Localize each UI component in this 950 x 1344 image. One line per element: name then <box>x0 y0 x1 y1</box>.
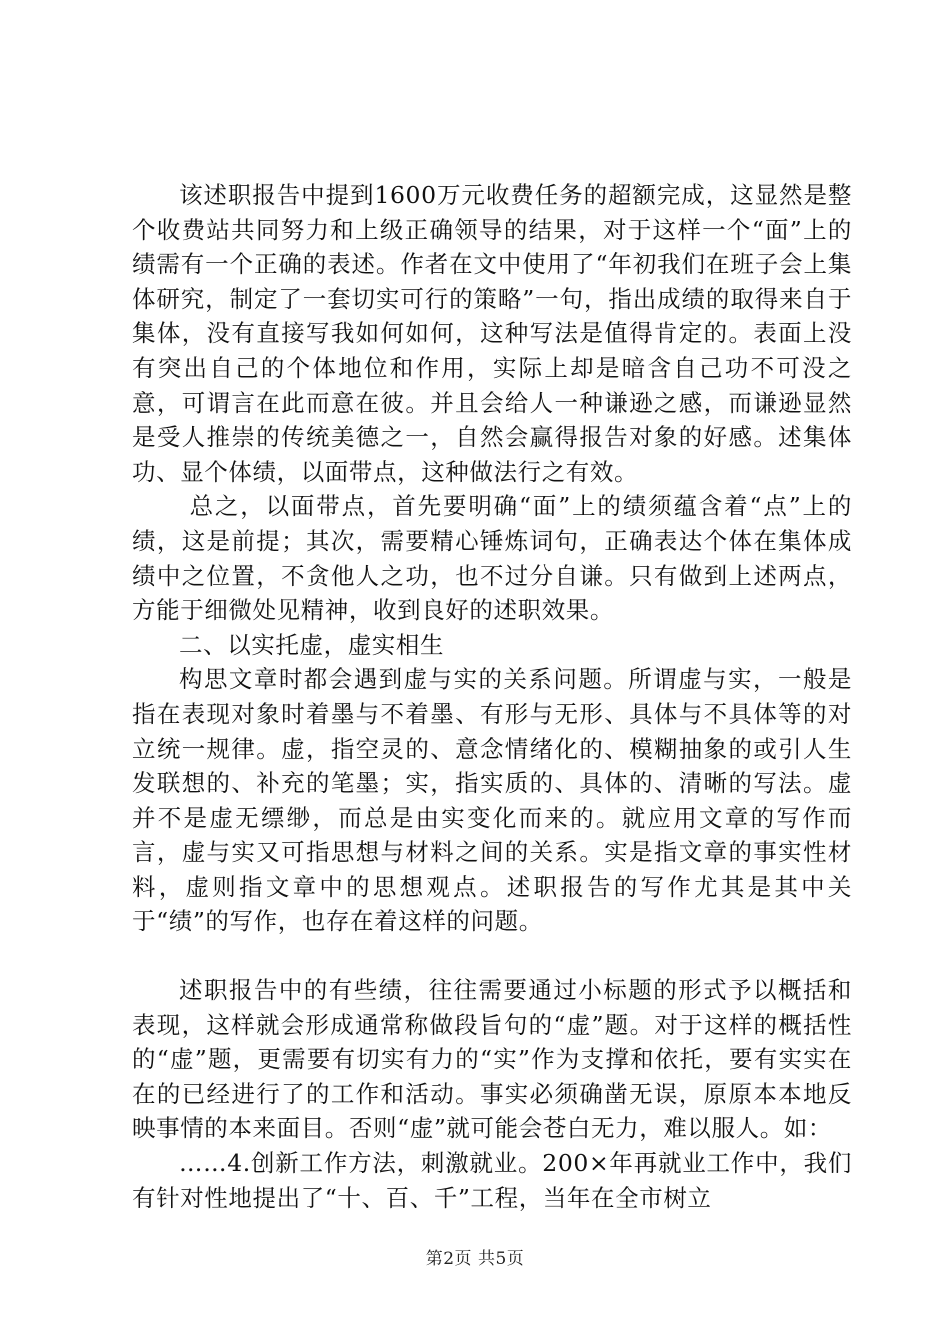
paragraph-virtual-real: 构思文章时都会遇到虚与实的关系问题。所谓虚与实，一般是指在表现对象时着墨与不着墨、有形与无形、具体与不具体等的对立统一规律。虚，指空灵的、意念情绪化的、模糊抽象的或引人生发联想的、补充的笔墨；实，指实质的、具体的、清晰的写法。虚并不是虚无缥缈，而总是由实变化而来的。就应用文章的写作而言，虚与实又可指思想与材料之间的关系。实是指文章的事实性材料，虚则指文章中的思想观点。述职报告的写作尤其是其中关于“绩”的写作，也存在着这样的问题。 <box>132 665 852 936</box>
section-heading: 二、以实托虚，虚实相生 <box>179 630 445 659</box>
document-body <box>132 178 852 1215</box>
paragraph-summary: 总之，以面带点，首先要明确“面”上的绩须蕴含着“点”上的绩，这是前提；其次，需要精心锤炼词句，正确表达个体在集体成绩中之位置，不贪他人之功，也不过分自谦。只有做到上述两点，方能于细微处见精神，收到良好的述职效果。 <box>132 492 852 625</box>
page-number-footer: 第2页 共5页 <box>425 1249 525 1269</box>
paragraph-subheadings: 述职报告中的有些绩，往往需要通过小标题的形式予以概括和表现，这样就会形成通常称做段旨句的“虚”题。对于这样的概括性的“虚”题，更需要有切实有力的“实”作为支撑和依托，要有实实在在的已经进行了的工作和活动。事实必须确凿无误，原原本本地反映事情的本来面目。否则“虚”就可能会苍白无力，难以服人。如： <box>132 976 852 1143</box>
paragraph-example: ……4.创新工作方法，刺激就业。200×年再就业工作中，我们有针对性地提出了“十、百、千”工程，当年在全市树立 <box>132 1149 852 1212</box>
paragraph-achievement-report: 该述职报告中提到1600万元收费任务的超额完成，这显然是整个收费站共同努力和上级正确领导的结果，对于这样一个“面”上的绩需有一个正确的表述。作者在文中使用了“年初我们在班子会上集体研究，制定了一套切实可行的策略”一句，指出成绩的取得来自于集体，没有直接写我如何如何，这种写法是值得肯定的。表面上没有突出自己的个体地位和作用，实际上却是暗含自己功不可没之意，可谓言在此而意在彼。并且会给人一种谦逊之感，而谦逊显然是受人推崇的传统美德之一，自然会赢得报告对象的好感。述集体功、显个体绩，以面带点，这种做法行之有效。 <box>132 181 852 486</box>
